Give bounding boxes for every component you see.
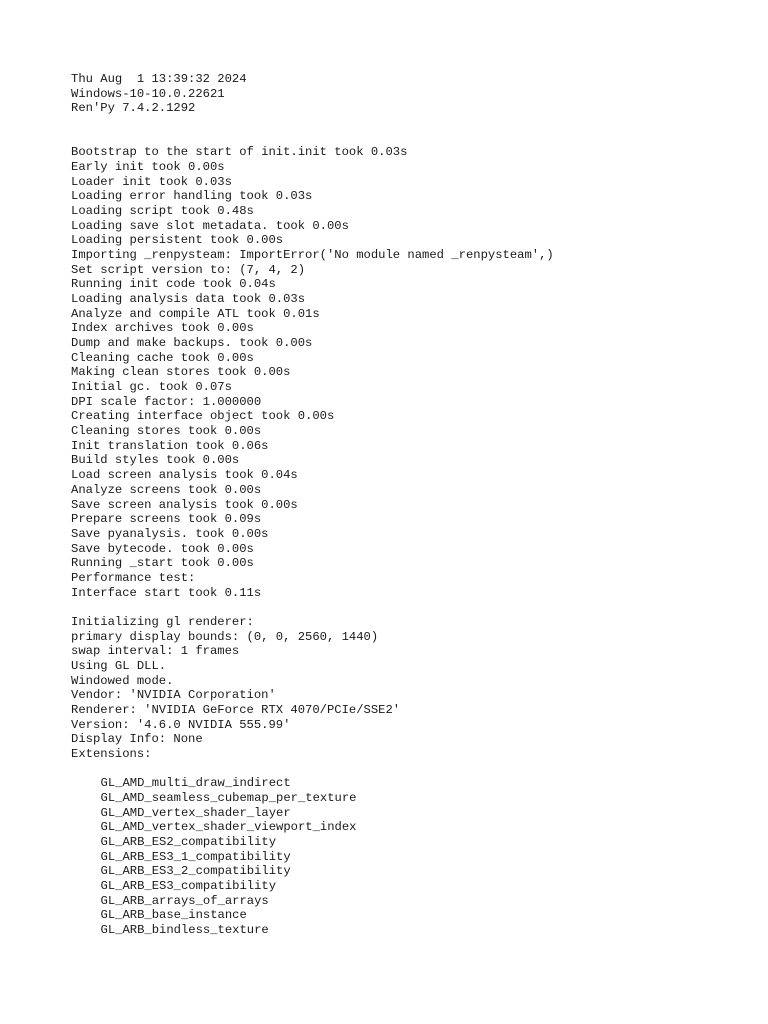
log-line: swap interval: 1 frames [71,644,240,659]
log-date: Thu Aug 1 13:39:32 2024 [71,72,247,86]
log-line: Save bytecode. took 0.00s [71,541,254,556]
log-header [71,72,751,116]
log-line: Importing _renpysteam: ImportError('No module named _renpysteam',) [71,248,554,263]
log-line: Interface start took 0.11s [71,585,262,600]
extension-item: GL_AMD_vertex_shader_viewport_index [100,820,357,835]
extension-item: GL_ARB_ES3_1_compatibility [100,849,291,864]
log-line: Loader init took 0.03s [71,174,232,189]
log-line: Build styles took 0.00s [71,453,240,468]
log-line: Extensions: [71,746,152,761]
renderer-log-section [71,615,751,762]
log-line: Loading save slot metadata. took 0.00s [71,218,349,233]
log-line: Prepare screens took 0.09s [71,512,262,527]
log-line: Cleaning stores took 0.00s [71,424,262,439]
log-line: Loading error handling took 0.03s [71,189,313,204]
log-line: Running init code took 0.04s [71,277,276,292]
log-line: Initializing gl renderer: [71,614,254,629]
extension-item: GL_AMD_vertex_shader_layer [100,805,291,820]
log-line: Using GL DLL. [71,658,167,673]
log-line: Running _start took 0.00s [71,556,254,571]
log-line: Set script version to: (7, 4, 2) [71,262,306,277]
log-line: Index archives took 0.00s [71,321,254,336]
log-line: Save pyanalysis. took 0.00s [71,526,269,541]
log-line: Performance test: [71,570,196,585]
log-line: Making clean stores took 0.00s [71,365,291,380]
init-log-section [71,145,751,600]
spacer [71,600,751,615]
log-line: Creating interface object took 0.00s [71,409,335,424]
log-line: Early init took 0.00s [71,160,225,175]
log-document [71,72,751,938]
log-line: Loading analysis data took 0.03s [71,292,306,307]
spacer [71,762,751,777]
extension-item: GL_ARB_base_instance [100,908,247,923]
log-line: Load screen analysis took 0.04s [71,468,298,483]
log-line: Save screen analysis took 0.00s [71,497,298,512]
log-line: Analyze and compile ATL took 0.01s [71,306,320,321]
extension-item: GL_ARB_ES3_2_compatibility [100,864,291,879]
log-version: Ren'Py 7.4.2.1292 [71,101,196,116]
extension-item: GL_AMD_seamless_cubemap_per_texture [100,790,357,805]
spacer [71,116,751,145]
log-line: Analyze screens took 0.00s [71,482,262,497]
log-line: Initial gc. took 0.07s [71,380,232,395]
log-line: Renderer: 'NVIDIA GeForce RTX 4070/PCIe/SSE2' [71,702,401,717]
extension-item: GL_ARB_ES2_compatibility [100,834,277,849]
log-line: Cleaning cache took 0.00s [71,350,254,365]
log-line: Init translation took 0.06s [71,438,269,453]
log-line: Windowed mode. [71,673,174,688]
log-line: Loading script took 0.48s [71,204,254,219]
log-line: Bootstrap to the start of init.init took 0.03s [71,145,408,160]
log-line: Vendor: 'NVIDIA Corporation' [71,688,276,703]
log-line: DPI scale factor: 1.000000 [71,394,262,409]
extension-item: GL_ARB_arrays_of_arrays [100,893,269,908]
extensions-list [71,776,751,937]
extension-item: GL_AMD_multi_draw_indirect [100,776,291,791]
log-line: Version: '4.6.0 NVIDIA 555.99' [71,717,291,732]
log-line: Loading persistent took 0.00s [71,233,284,248]
log-platform: Windows-10-10.0.22621 [71,86,225,101]
log-line: primary display bounds: (0, 0, 2560, 1440) [71,629,379,644]
log-line: Dump and make backups. took 0.00s [71,336,313,351]
extension-item: GL_ARB_ES3_compatibility [100,878,277,893]
extension-item: GL_ARB_bindless_texture [100,922,269,937]
log-line: Display Info: None [71,732,203,747]
